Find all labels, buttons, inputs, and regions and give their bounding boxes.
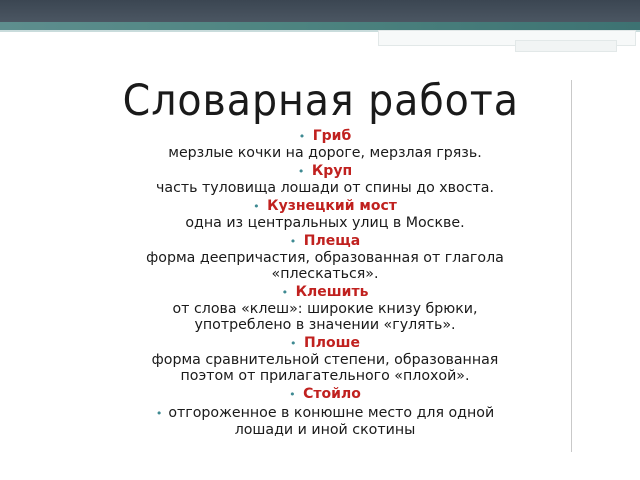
vocabulary-definition (90, 405, 560, 438)
definition-line: форма деепричастия, образованная от глагола (146, 250, 504, 266)
vocabulary-term (90, 128, 560, 145)
vocabulary-definition (90, 301, 560, 333)
slide-divider-line (571, 80, 572, 452)
vocabulary-definition (90, 145, 560, 161)
bullet-icon: • (290, 337, 297, 350)
bullet-icon: • (289, 235, 297, 248)
header-bar-teal (0, 22, 640, 30)
vocabulary-definition (90, 180, 560, 196)
term-text: Гриб (312, 128, 352, 144)
vocabulary-definition (90, 215, 560, 231)
term-text: Клешить (295, 284, 369, 300)
vocabulary-list (90, 128, 560, 438)
term-text: Круп (311, 163, 353, 179)
vocabulary-term (90, 163, 560, 180)
term-text: Кузнецкий мост (267, 198, 397, 214)
definition-line: форма сравнительной степени, образованная (151, 352, 499, 368)
vocabulary-term (90, 284, 560, 301)
bullet-icon: • (297, 165, 305, 178)
definition-text: отгороженное в конюшне место для одной (168, 405, 495, 421)
definition-line: от слова «клеш»: широкие книзу брюки, (172, 301, 478, 317)
vocabulary-definition (90, 352, 560, 384)
definition-line: лошади и иной скотины (234, 422, 416, 438)
definition-line: одна из центральных улиц в Москве. (185, 215, 465, 231)
bullet-icon: • (298, 130, 306, 143)
bullet-icon: • (253, 200, 260, 213)
definition-line: поэтом от прилагательного «плохой». (180, 368, 470, 384)
definition-line (90, 405, 560, 422)
definition-line: часть туловища лошади от спины до хвоста. (156, 180, 494, 196)
vocabulary-term (90, 386, 560, 403)
term-text: Плеща (303, 233, 361, 249)
vocabulary-definition (90, 250, 560, 282)
vocabulary-term (90, 198, 560, 215)
bullet-icon: • (155, 407, 163, 420)
header-bar-dark (0, 0, 640, 22)
term-text: Плоше (304, 335, 360, 351)
bullet-icon: • (289, 388, 296, 401)
vocabulary-term (90, 233, 560, 250)
definition-line: «плескаться». (271, 266, 379, 282)
definition-line: мерзлые кочки на дороге, мерзлая грязь. (168, 145, 482, 161)
header-decoration (515, 40, 617, 52)
term-text: Стойло (303, 386, 361, 402)
vocabulary-term (90, 335, 560, 352)
slide-title: Словарная работа (122, 76, 519, 126)
bullet-icon: • (281, 286, 289, 299)
definition-line: употреблено в значении «гулять». (194, 317, 456, 333)
